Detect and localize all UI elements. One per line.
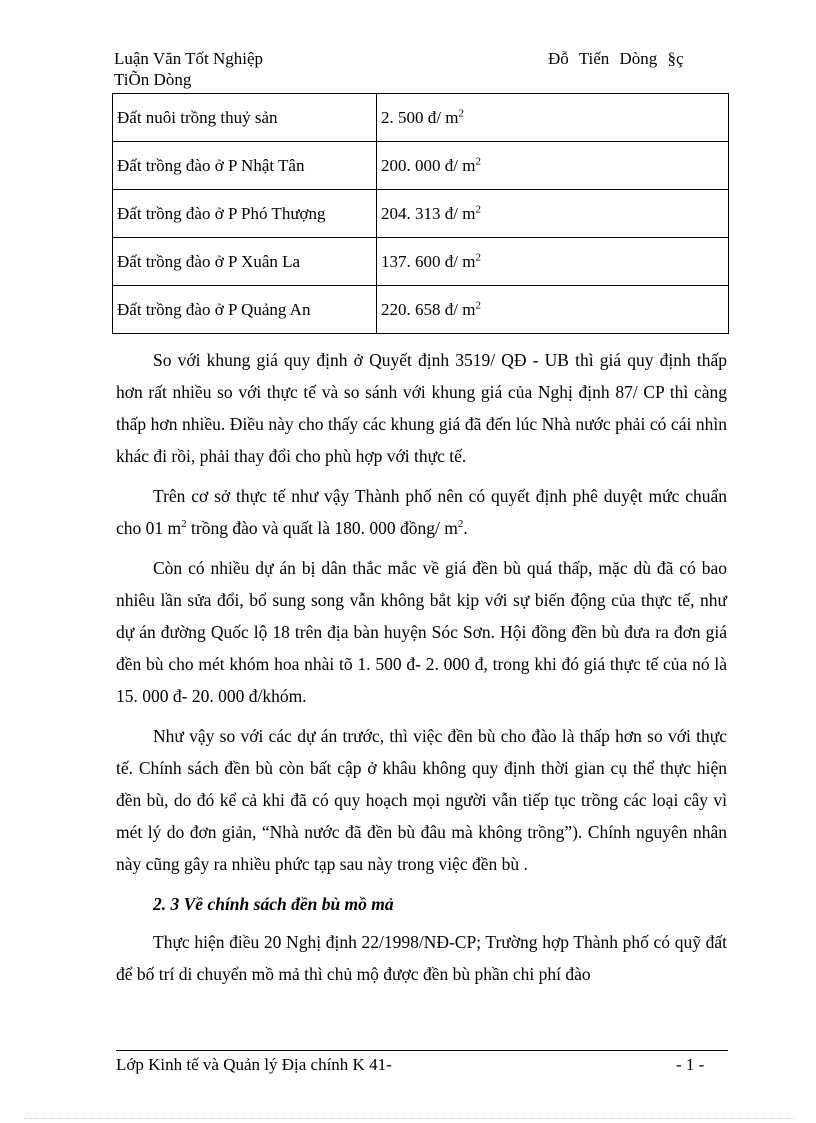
table-cell-label: Đất nuôi trồng thuỷ sản (113, 94, 377, 142)
body-text (116, 344, 727, 998)
table-row (113, 94, 729, 142)
paragraph-price-comparison: So với khung giá quy định ở Quyết định 3519/ QĐ - UB thì giá quy định thấp hơn rất nhiều so với thực tế và so sánh với khung giá của Nghị định 87/ CP thì càng thấp hơn nhiều. Điều này cho thấy các khung giá đã đến lúc Nhà nước phải có cái nhìn khác đi rồi, phải thay đổi cho phù hợp với thực tế. (116, 350, 727, 466)
header-author: Đỗ Tiến Dòng §ç (548, 49, 684, 68)
table-cell-value: 2. 500 đ/ $m^2$ (377, 94, 729, 142)
paragraph-grave-relocation: Thực hiện điều 20 Nghị định 22/1998/NĐ-CP; Trường hợp Thành phố có quỹ đất để bố trí di chuyển mồ mả thì chủ mộ được đền bù phần chi phí đào (116, 932, 727, 984)
paragraph-proposed-standard: Trên cơ sở thực tế như vậy Thành phố nên có quyết định phê duyệt mức chuẩn cho 01 $m^2$ trồng đào và quất là 180. 000 đồng/ $m^2$. (116, 486, 727, 538)
table-row (113, 238, 729, 286)
page-header-left (114, 48, 263, 90)
table-cell-label: Đất trồng đào ở P Nhật Tân (113, 142, 377, 190)
table-cell-label: Đất trồng đào ở P Xuân La (113, 238, 377, 286)
section-heading: 2. 3 Về chính sách đền bù mồ mả (153, 894, 394, 914)
table-row (113, 286, 729, 334)
table-cell-label: Đất trồng đào ở P Phó Thượng (113, 190, 377, 238)
header-author-garbled: TiÕn Dòng (114, 70, 192, 89)
table-cell-value: 204. 313 đ/ $m^2$ (377, 190, 729, 238)
paragraph-project-complaints: Còn có nhiều dự án bị dân thắc mắc về giá đền bù quá thấp, mặc dù đã có bao nhiêu lần sửa đổi, bổ sung song vẫn không bắt kịp với sự biến động của thực tế, như dự án đường Quốc lộ 18 trên địa bàn huyện Sóc Sơn. Hội đồng đền bù đưa ra đơn giá đền bù cho mét khóm hoa nhài tõ 1. 500 đ- 2. 000 đ, trong khi đó giá thực tế của nó là 15. 000 đ- 20. 000 đ/khóm. (116, 558, 727, 706)
page-boundary (24, 1118, 794, 1119)
table-cell-label: Đất trồng đào ở P Quảng An (113, 286, 377, 334)
table-cell-value: 220. 658 đ/ $m^2$ (377, 286, 729, 334)
table-row (113, 190, 729, 238)
page-number: - 1 - (676, 1055, 705, 1074)
table-row (113, 142, 729, 190)
thesis-title: Luận Văn Tốt Nghiệp (114, 49, 264, 68)
table-cell-value: 200. 000 đ/ $m^2$ (377, 142, 729, 190)
price-table (112, 93, 729, 334)
paragraph-policy-gaps: Như vậy so với các dự án trước, thì việc đền bù cho đào là thấp hơn so với thực tế. Chính sách đền bù còn bất cập ở khâu không quy định thời gian cụ thể thực hiện đền bù, do đó kể cả khi đã có quy hoạch mọi người vẫn tiếp tục trồng các loại cây vì mét lý do đơn giản, “Nhà nước đã đền bù đâu mà không trồng”). Chính nguyên nhân này cũng gây ra nhiều phức tạp sau này trong việc đền bù . (116, 726, 727, 874)
table-cell-value: 137. 600 đ/ $m^2$ (377, 238, 729, 286)
footer-class-label: Lớp Kinh tế và Quản lý Địa chính K 41- (116, 1055, 392, 1074)
footer-divider (116, 1050, 728, 1051)
